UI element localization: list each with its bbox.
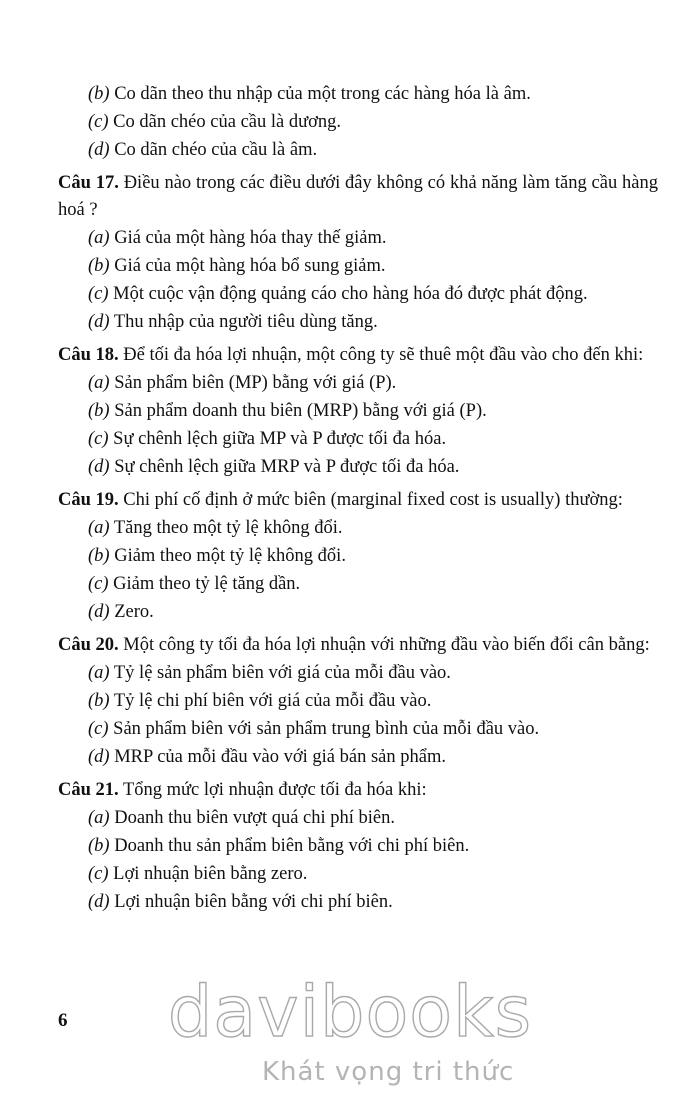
option-16-b: (b) Co dãn theo thu nhập của một trong các hàng hóa là âm. (88, 84, 531, 104)
question-17-stem: Câu 17. Điều nào trong các điều dưới đây không có khả năng làm tăng cầu hàng hoá ? (58, 173, 658, 220)
question-20 (58, 632, 658, 771)
question-19-stem: Câu 19. Chi phí cố định ở mức biên (marginal fixed cost is usually) thường: (58, 490, 623, 510)
option-16-c: (c) Co dãn chéo của cầu là dương. (88, 112, 342, 132)
option-18-a: (a) Sản phẩm biên (MP) bằng với giá (P). (88, 373, 397, 393)
option-17-d: (d) Thu nhập của người tiêu dùng tăng. (88, 312, 378, 332)
page-content (58, 80, 658, 922)
option-19-a: (a) Tăng theo một tỷ lệ không đổi. (88, 518, 343, 538)
option-21-c: (c) Lợi nhuận biên bằng zero. (88, 864, 308, 884)
question-18-stem: Câu 18. Để tối đa hóa lợi nhuận, một công ty sẽ thuê một đầu vào cho đến khi: (58, 345, 644, 365)
question-21-stem: Câu 21. Tổng mức lợi nhuận được tối đa hóa khi: (58, 780, 427, 800)
watermark-tagline: Khát vọng tri thức (262, 1057, 515, 1087)
option-20-c: (c) Sản phẩm biên với sản phẩm trung bình của mỗi đầu vào. (88, 719, 540, 739)
option-20-b: (b) Tỷ lệ chi phí biên với giá của mỗi đầu vào. (88, 691, 432, 711)
option-18-d: (d) Sự chênh lệch giữa MRP và P được tối đa hóa. (88, 457, 460, 477)
lead-options (58, 80, 658, 164)
option-20-d: (d) MRP của mỗi đầu vào với giá bán sản phẩm. (88, 747, 446, 767)
option-17-a: (a) Giá của một hàng hóa thay thế giảm. (88, 228, 387, 248)
option-18-c: (c) Sự chênh lệch giữa MP và P được tối đa hóa. (88, 429, 447, 449)
option-16-d: (d) Co dãn chéo của cầu là âm. (88, 140, 318, 160)
option-21-a: (a) Doanh thu biên vượt quá chi phí biên. (88, 808, 396, 828)
option-19-c: (c) Giảm theo tỷ lệ tăng dần. (88, 574, 301, 594)
question-20-stem: Câu 20. Một công ty tối đa hóa lợi nhuận với những đầu vào biến đổi cân bằng: (58, 635, 650, 655)
option-21-b: (b) Doanh thu sản phẩm biên bằng với chi phí biên. (88, 836, 470, 856)
question-18 (58, 342, 658, 481)
option-17-c: (c) Một cuộc vận động quảng cáo cho hàng hóa đó được phát động. (88, 284, 588, 304)
option-17-b: (b) Giá của một hàng hóa bổ sung giảm. (88, 256, 386, 276)
question-17 (58, 170, 658, 336)
option-19-b: (b) Giảm theo một tỷ lệ không đổi. (88, 546, 346, 566)
watermark-logo: davibooks (167, 971, 533, 1053)
option-18-b: (b) Sản phẩm doanh thu biên (MRP) bằng với giá (P). (88, 401, 487, 421)
option-19-d: (d) Zero. (88, 602, 154, 622)
page-number: 6 (58, 1010, 68, 1031)
question-21 (58, 777, 658, 916)
option-20-a: (a) Tỷ lệ sản phẩm biên với giá của mỗi đầu vào. (88, 663, 451, 683)
option-21-d: (d) Lợi nhuận biên bằng với chi phí biên. (88, 892, 393, 912)
question-19 (58, 487, 658, 626)
